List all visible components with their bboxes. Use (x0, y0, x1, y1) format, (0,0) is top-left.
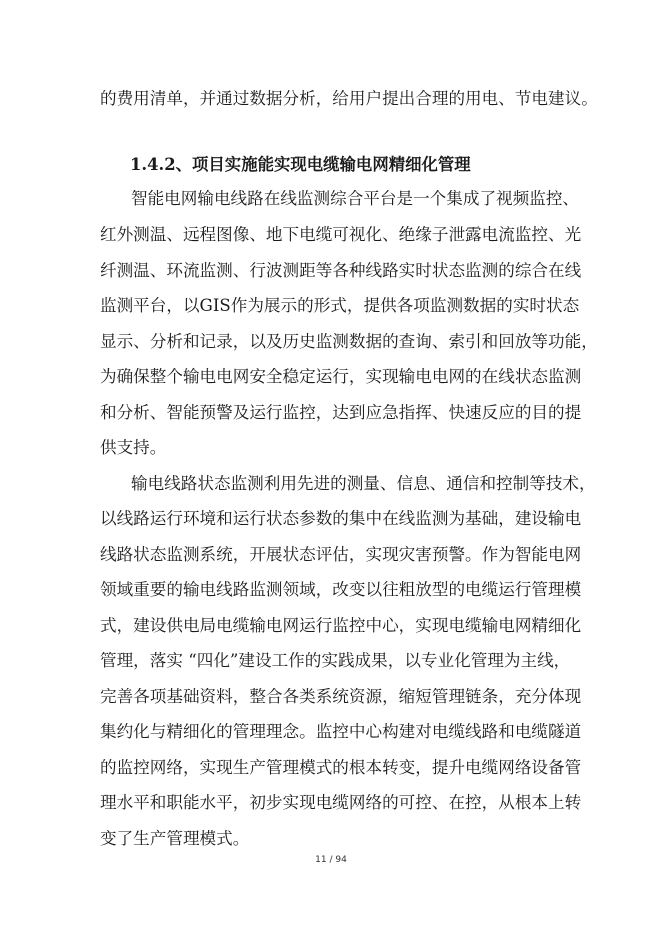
section-heading: 1.4.2、项目实施能实现电缆输电网精细化管理 (130, 155, 471, 174)
paragraph-line: 理水平和职能水平，初步实现电缆网络的可控、在控，从根本上转 (100, 793, 582, 812)
paragraph-line: 和分析、智能预警及运行监控，达到应急指挥、快速反应的目的提 (100, 403, 582, 422)
paragraph-line: 变了生产管理模式。 (100, 829, 250, 848)
paragraph-line: 以线路运行环境和运行状态参数的集中在线监测为基础，建设输电 (100, 509, 582, 528)
paragraph-line: 红外测温、远程图像、地下电缆可视化、绝缘子泄露电流监控、光 (100, 225, 582, 244)
paragraph-line: 管理，落实 “四化”建设工作的实践成果，以专业化管理为主线， (100, 651, 571, 670)
paragraph-line: 完善各项基础资料，整合各类系统资源，缩短管理链条，充分体现 (100, 687, 582, 706)
paragraph-line: 领域重要的输电线路监测领域，改变以往粗放型的电缆运行管理模 (100, 580, 582, 599)
paragraph-line: 集约化与精细化的管理理念。监控中心构建对电缆线路和电缆隧道 (100, 722, 582, 741)
paragraph-line: 为确保整个输电电网安全稳定运行，实现输电电网的在线状态监测 (100, 367, 582, 386)
paragraph-line: 智能电网输电线路在线监测综合平台是一个集成了视频监控、 (131, 189, 580, 208)
paragraph-line: 监测平台，以GIS作为展示的形式，提供各项监测数据的实时状态 (100, 296, 580, 315)
intro-line: 的费用清单，并通过数据分析，给用户提出合理的用电、节电建议。 (100, 89, 598, 108)
page-number: 11 / 94 (315, 855, 347, 865)
paragraph-line: 供支持。 (100, 438, 167, 457)
paragraph-line: 输电线路状态监测利用先进的测量、信息、通信和控制等技术， (131, 474, 596, 493)
paragraph-line: 的监控网络，实现生产管理模式的根本转变，提升电缆网络设备管 (100, 758, 582, 777)
paragraph-line: 式，建设供电局电缆输电网运行监控中心，实现电缆输电网精细化 (100, 616, 582, 635)
paragraph-line: 线路状态监测系统，开展状态评估，实现灾害预警。作为智能电网 (100, 545, 582, 564)
paragraph-line: 显示、分析和记录，以及历史监测数据的查询、索引和回放等功能， (100, 332, 598, 351)
paragraph-line: 纤测温、环流监测、行波测距等各种线路实时状态监测的综合在线 (100, 261, 582, 280)
